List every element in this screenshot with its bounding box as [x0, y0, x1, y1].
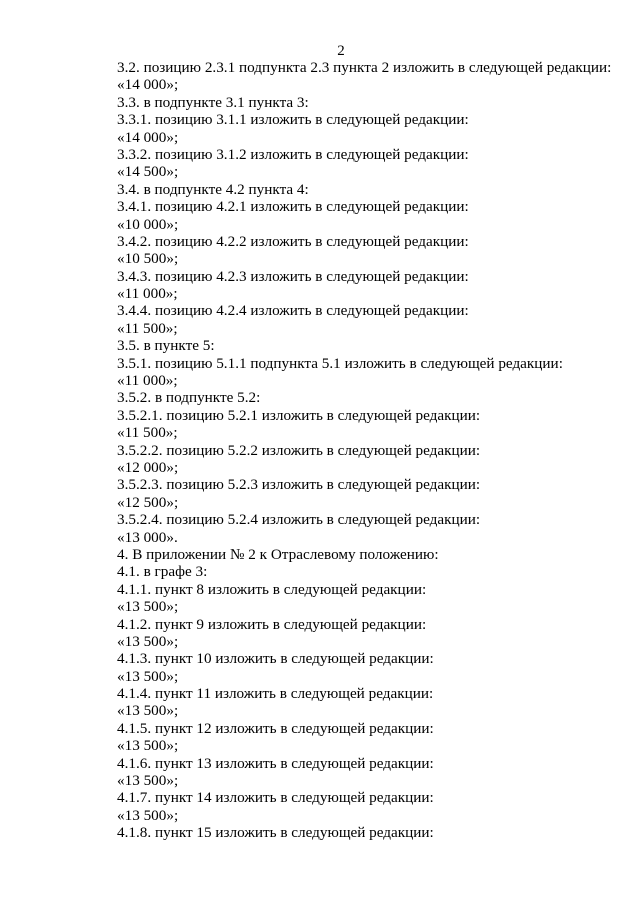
- text-line: 3.4.2. позицию 4.2.2 изложить в следующей редакции:: [117, 232, 469, 250]
- document-body: [117, 59, 617, 842]
- text-line: «14 000»;: [117, 128, 179, 146]
- text-line: «13 500»;: [117, 667, 179, 685]
- text-line: «13 500»;: [117, 806, 179, 824]
- text-line: «13 500»;: [117, 737, 179, 755]
- text-line: «13 500»;: [117, 702, 179, 720]
- text-line: 3.5.2.4. позицию 5.2.4 изложить в следующей редакции:: [117, 511, 481, 529]
- text-line: «12 000»;: [117, 458, 179, 476]
- text-line: «11 500»;: [117, 424, 178, 442]
- text-line: «14 500»;: [117, 163, 179, 181]
- text-line: 3.5. в пункте 5:: [117, 337, 215, 355]
- text-line: 3.4.3. позицию 4.2.3 изложить в следующей редакции:: [117, 267, 469, 285]
- text-line: 3.5.2.1. позицию 5.2.1 изложить в следующей редакции:: [117, 406, 481, 424]
- text-line: 4.1.5. пункт 12 изложить в следующей редакции:: [117, 719, 434, 737]
- text-line: «12 500»;: [117, 493, 179, 511]
- text-line: 4.1.1. пункт 8 изложить в следующей редакции:: [117, 580, 427, 598]
- text-line: 3.5.2.3. позицию 5.2.3 изложить в следующей редакции:: [117, 476, 481, 494]
- text-line: 3.3.1. позицию 3.1.1 изложить в следующей редакции:: [117, 111, 469, 129]
- text-line: 4.1.4. пункт 11 изложить в следующей редакции:: [117, 685, 434, 703]
- page-number: 2: [337, 43, 345, 59]
- text-line: «11 000»;: [117, 285, 178, 303]
- text-line: 3.5.2. в подпункте 5.2:: [117, 389, 261, 407]
- text-line: 3.5.1. позицию 5.1.1 подпункта 5.1 изложить в следующей редакции:: [117, 354, 563, 372]
- text-line: 3.4.4. позицию 4.2.4 изложить в следующей редакции:: [117, 302, 469, 320]
- text-line: «13 000».: [117, 528, 178, 546]
- text-line: 3.3.2. позицию 3.1.2 изложить в следующей редакции:: [117, 145, 469, 163]
- text-line: 4.1.2. пункт 9 изложить в следующей редакции:: [117, 615, 427, 633]
- text-line: 4.1.3. пункт 10 изложить в следующей редакции:: [117, 650, 434, 668]
- text-line: «13 500»;: [117, 772, 179, 790]
- text-line: 4.1.8. пункт 15 изложить в следующей редакции:: [117, 824, 434, 842]
- text-line: «11 500»;: [117, 319, 178, 337]
- text-line: 4. В приложении № 2 к Отраслевому положению:: [117, 545, 439, 563]
- text-line: 4.1. в графе 3:: [117, 563, 208, 581]
- text-line: «13 500»;: [117, 632, 179, 650]
- text-line: 4.1.6. пункт 13 изложить в следующей редакции:: [117, 754, 434, 772]
- text-line: 3.3. в подпункте 3.1 пункта 3:: [117, 93, 309, 111]
- text-line: «11 000»;: [117, 372, 178, 390]
- text-line: «13 500»;: [117, 598, 179, 616]
- text-line: 3.2. позицию 2.3.1 подпункта 2.3 пункта 2 изложить в следующей редакции:: [117, 59, 612, 76]
- text-line: 3.4.1. позицию 4.2.1 изложить в следующей редакции:: [117, 198, 469, 216]
- text-line: 3.5.2.2. позицию 5.2.2 изложить в следующей редакции:: [117, 441, 481, 459]
- text-line: «10 000»;: [117, 215, 179, 233]
- text-line: 3.4. в подпункте 4.2 пункта 4:: [117, 180, 309, 198]
- text-line: 4.1.7. пункт 14 изложить в следующей редакции:: [117, 789, 434, 807]
- text-line: «10 500»;: [117, 250, 179, 268]
- text-line: «14 000»;: [117, 76, 179, 94]
